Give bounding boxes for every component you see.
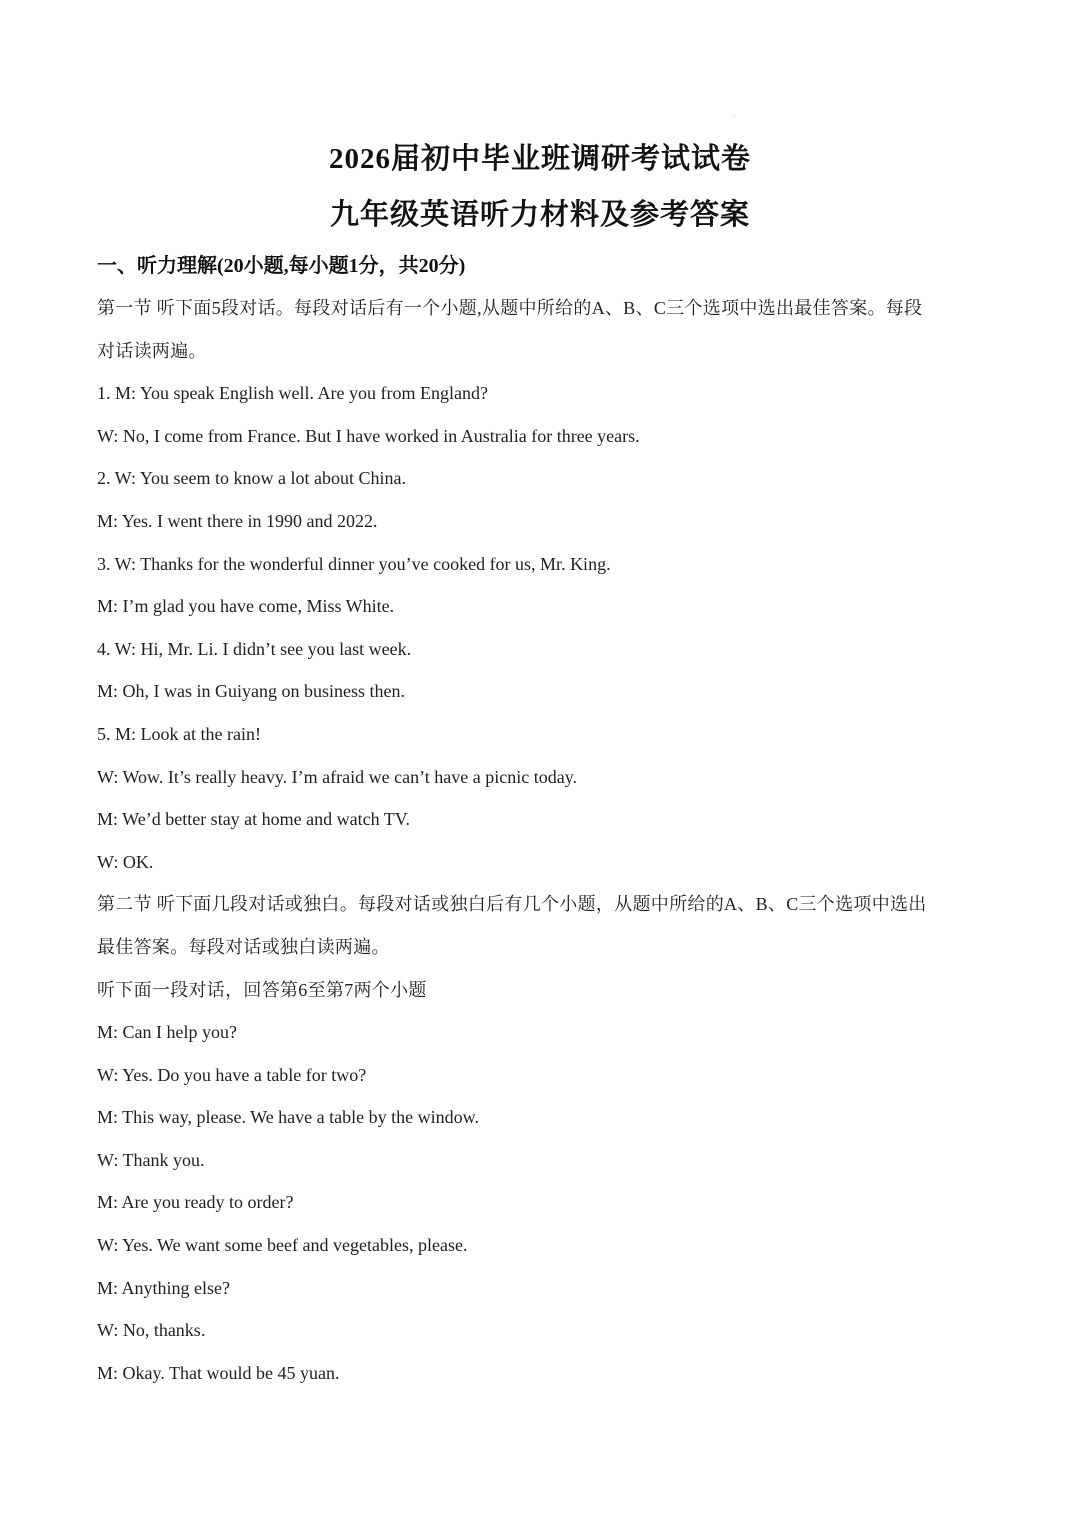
part-2-instruction-continued: 最佳答案。每段对话或独白读两遍。 <box>97 936 390 957</box>
part-1-instruction-continued: 对话读两遍。 <box>97 340 207 361</box>
dialogue-line: M: This way, please. We have a table by the window. <box>97 1107 479 1128</box>
dialogue-line: W: Yes. Do you have a table for two? <box>97 1064 367 1085</box>
dialogue-line: M: Are you ready to order? <box>97 1192 294 1213</box>
dialogue-line: M: Oh, I was in Guiyang on business then. <box>97 681 405 702</box>
dialogue-line: W: OK. <box>97 851 154 872</box>
dialogue-line: 5. M: Look at the rain! <box>97 723 261 744</box>
page-subtitle: 九年级英语听力材料及参考答案 <box>329 199 750 231</box>
scan-speck <box>734 115 735 116</box>
dialogue-line: W: No, thanks. <box>97 1320 206 1341</box>
dialogue-line: M: Yes. I went there in 1990 and 2022. <box>97 510 378 531</box>
dialogue-line: W: Yes. We want some beef and vegetables, please. <box>97 1235 468 1256</box>
part-2-instruction: 第二节 听下面几段对话或独白。每段对话或独白后有几个小题，从题中所给的A、B、C三个选项中选出 <box>97 894 927 915</box>
section-heading-listening: 一、听力理解(20小题,每小题1分，共20分) <box>97 255 466 277</box>
dialogue-line: W: Thank you. <box>97 1149 205 1170</box>
dialogue-line: 1. M: You speak English well. Are you from England? <box>97 383 488 404</box>
dialogue-line: M: Can I help you? <box>97 1022 237 1043</box>
dialogue-line: W: No, I come from France. But I have worked in Australia for three years. <box>97 425 640 446</box>
dialogue-line: M: I’m glad you have come, Miss White. <box>97 596 395 617</box>
dialogue-line: M: We’d better stay at home and watch TV. <box>97 809 410 830</box>
part-1-instruction: 第一节 听下面5段对话。每段对话后有一个小题,从题中所给的A、B、C三个选项中选出最佳答案。每段 <box>97 298 923 318</box>
dialogue-line: 2. W: You seem to know a lot about China. <box>97 468 406 489</box>
page-title: 2026届初中毕业班调研考试试卷 <box>328 143 751 175</box>
dialogue-line: W: Wow. It’s really heavy. I’m afraid we can’t have a picnic today. <box>97 766 578 787</box>
dialogue-line: 3. W: Thanks for the wonderful dinner you’ve cooked for us, Mr. King. <box>97 553 611 574</box>
dialogue-line: 4. W: Hi, Mr. Li. I didn’t see you last week. <box>97 638 412 659</box>
dialogue-line: M: Anything else? <box>97 1277 230 1298</box>
listening-material <box>97 287 987 1394</box>
dialogue-line: M: Okay. That would be 45 yuan. <box>97 1362 340 1383</box>
part-2-subheading: 听下面一段对话，回答第6至第7两个小题 <box>97 979 427 1000</box>
